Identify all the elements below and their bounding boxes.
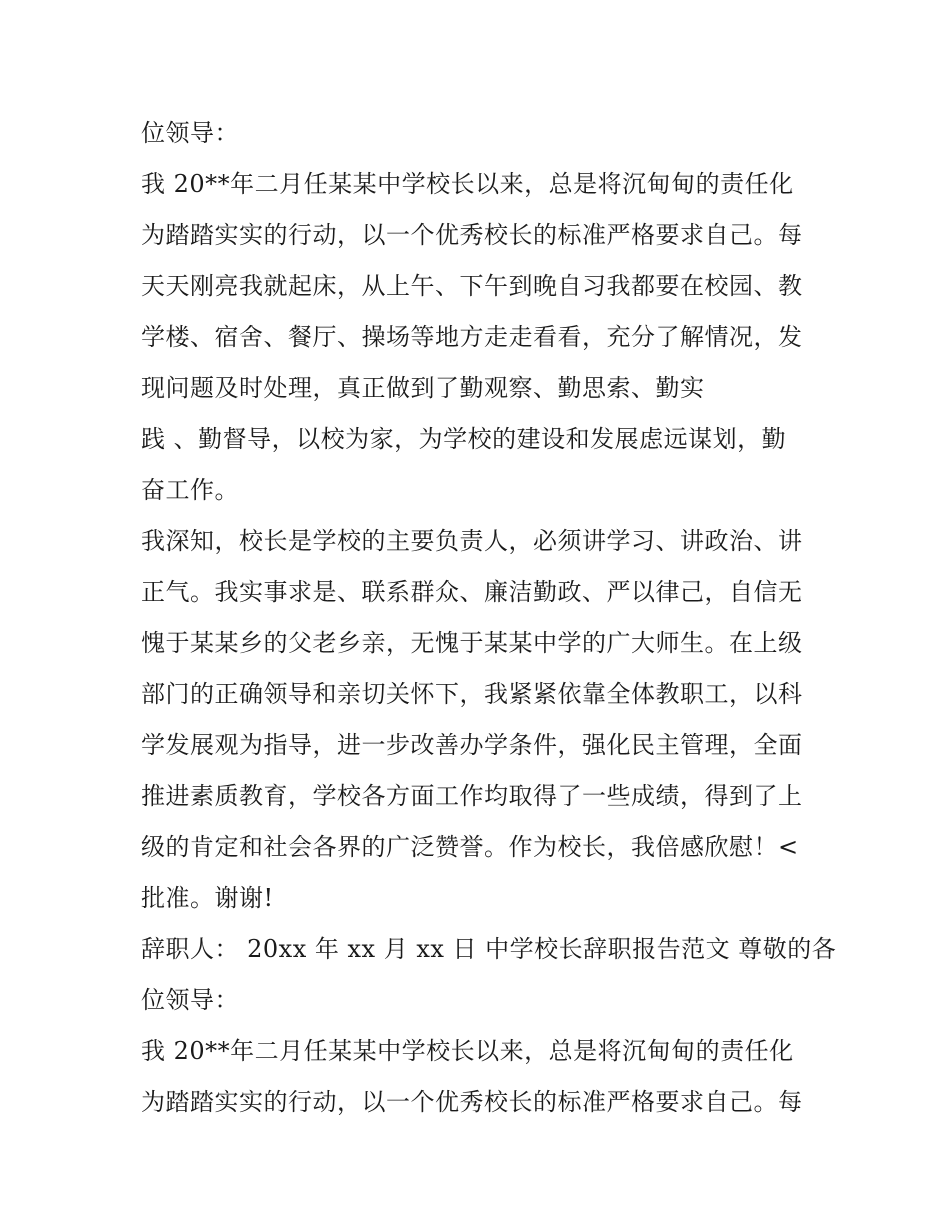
text-line: 正气。我实事求是、联系群众、廉洁勤政、严以律己，自信无 xyxy=(141,578,803,606)
text-line: 学楼、宿舍、餐厅、操场等地方走走看看，充分了解情况，发 xyxy=(141,323,803,351)
text-line: 学发展观为指导，进一步改善办学条件，强化民主管理，全面 xyxy=(141,731,803,759)
text-line: 位领导： xyxy=(141,119,239,147)
text-line: 批准。谢谢! xyxy=(141,884,274,912)
text-line: 我 20**年二月任某某中学校长以来，总是将沉甸甸的责任化 xyxy=(141,170,794,198)
text-line: 级的肯定和社会各界的广泛赞誉。作为校长，我倍感欣慰！< xyxy=(141,833,799,861)
text-line: 践 、勤督导，以校为家，为学校的建设和发展虑远谋划，勤 xyxy=(141,425,787,453)
text-line: 推进素质教育，学校各方面工作均取得了一些成绩，得到了上 xyxy=(141,782,803,810)
text-line: 愧于某某乡的父老乡亲，无愧于某某中学的广大师生。在上级 xyxy=(141,629,803,657)
text-line: 奋工作。 xyxy=(141,476,239,504)
text-line: 为踏踏实实的行动，以一个优秀校长的标准严格要求自己。每 xyxy=(141,1088,803,1116)
text-line: 我 20**年二月任某某中学校长以来，总是将沉甸甸的责任化 xyxy=(141,1037,794,1065)
text-line: 我深知，校长是学校的主要负责人，必须讲学习、讲政治、讲 xyxy=(141,527,803,555)
text-line: 天天刚亮我就起床，从上午、下午到晚自习我都要在校园、教 xyxy=(141,272,803,300)
text-line: 部门的正确领导和亲切关怀下，我紧紧依靠全体教职工，以科 xyxy=(141,680,803,708)
document-body xyxy=(141,108,837,1128)
text-line: 位领导： xyxy=(141,986,239,1014)
signature-line: 辞职人： 20xx 年 xx 月 xx 日 中学校长辞职报告范文 尊敬的各 xyxy=(141,935,837,963)
text-line: 为踏踏实实的行动，以一个优秀校长的标准严格要求自己。每 xyxy=(141,221,803,249)
text-line: 现问题及时处理，真正做到了勤观察、勤思索、勤实 xyxy=(141,374,705,402)
